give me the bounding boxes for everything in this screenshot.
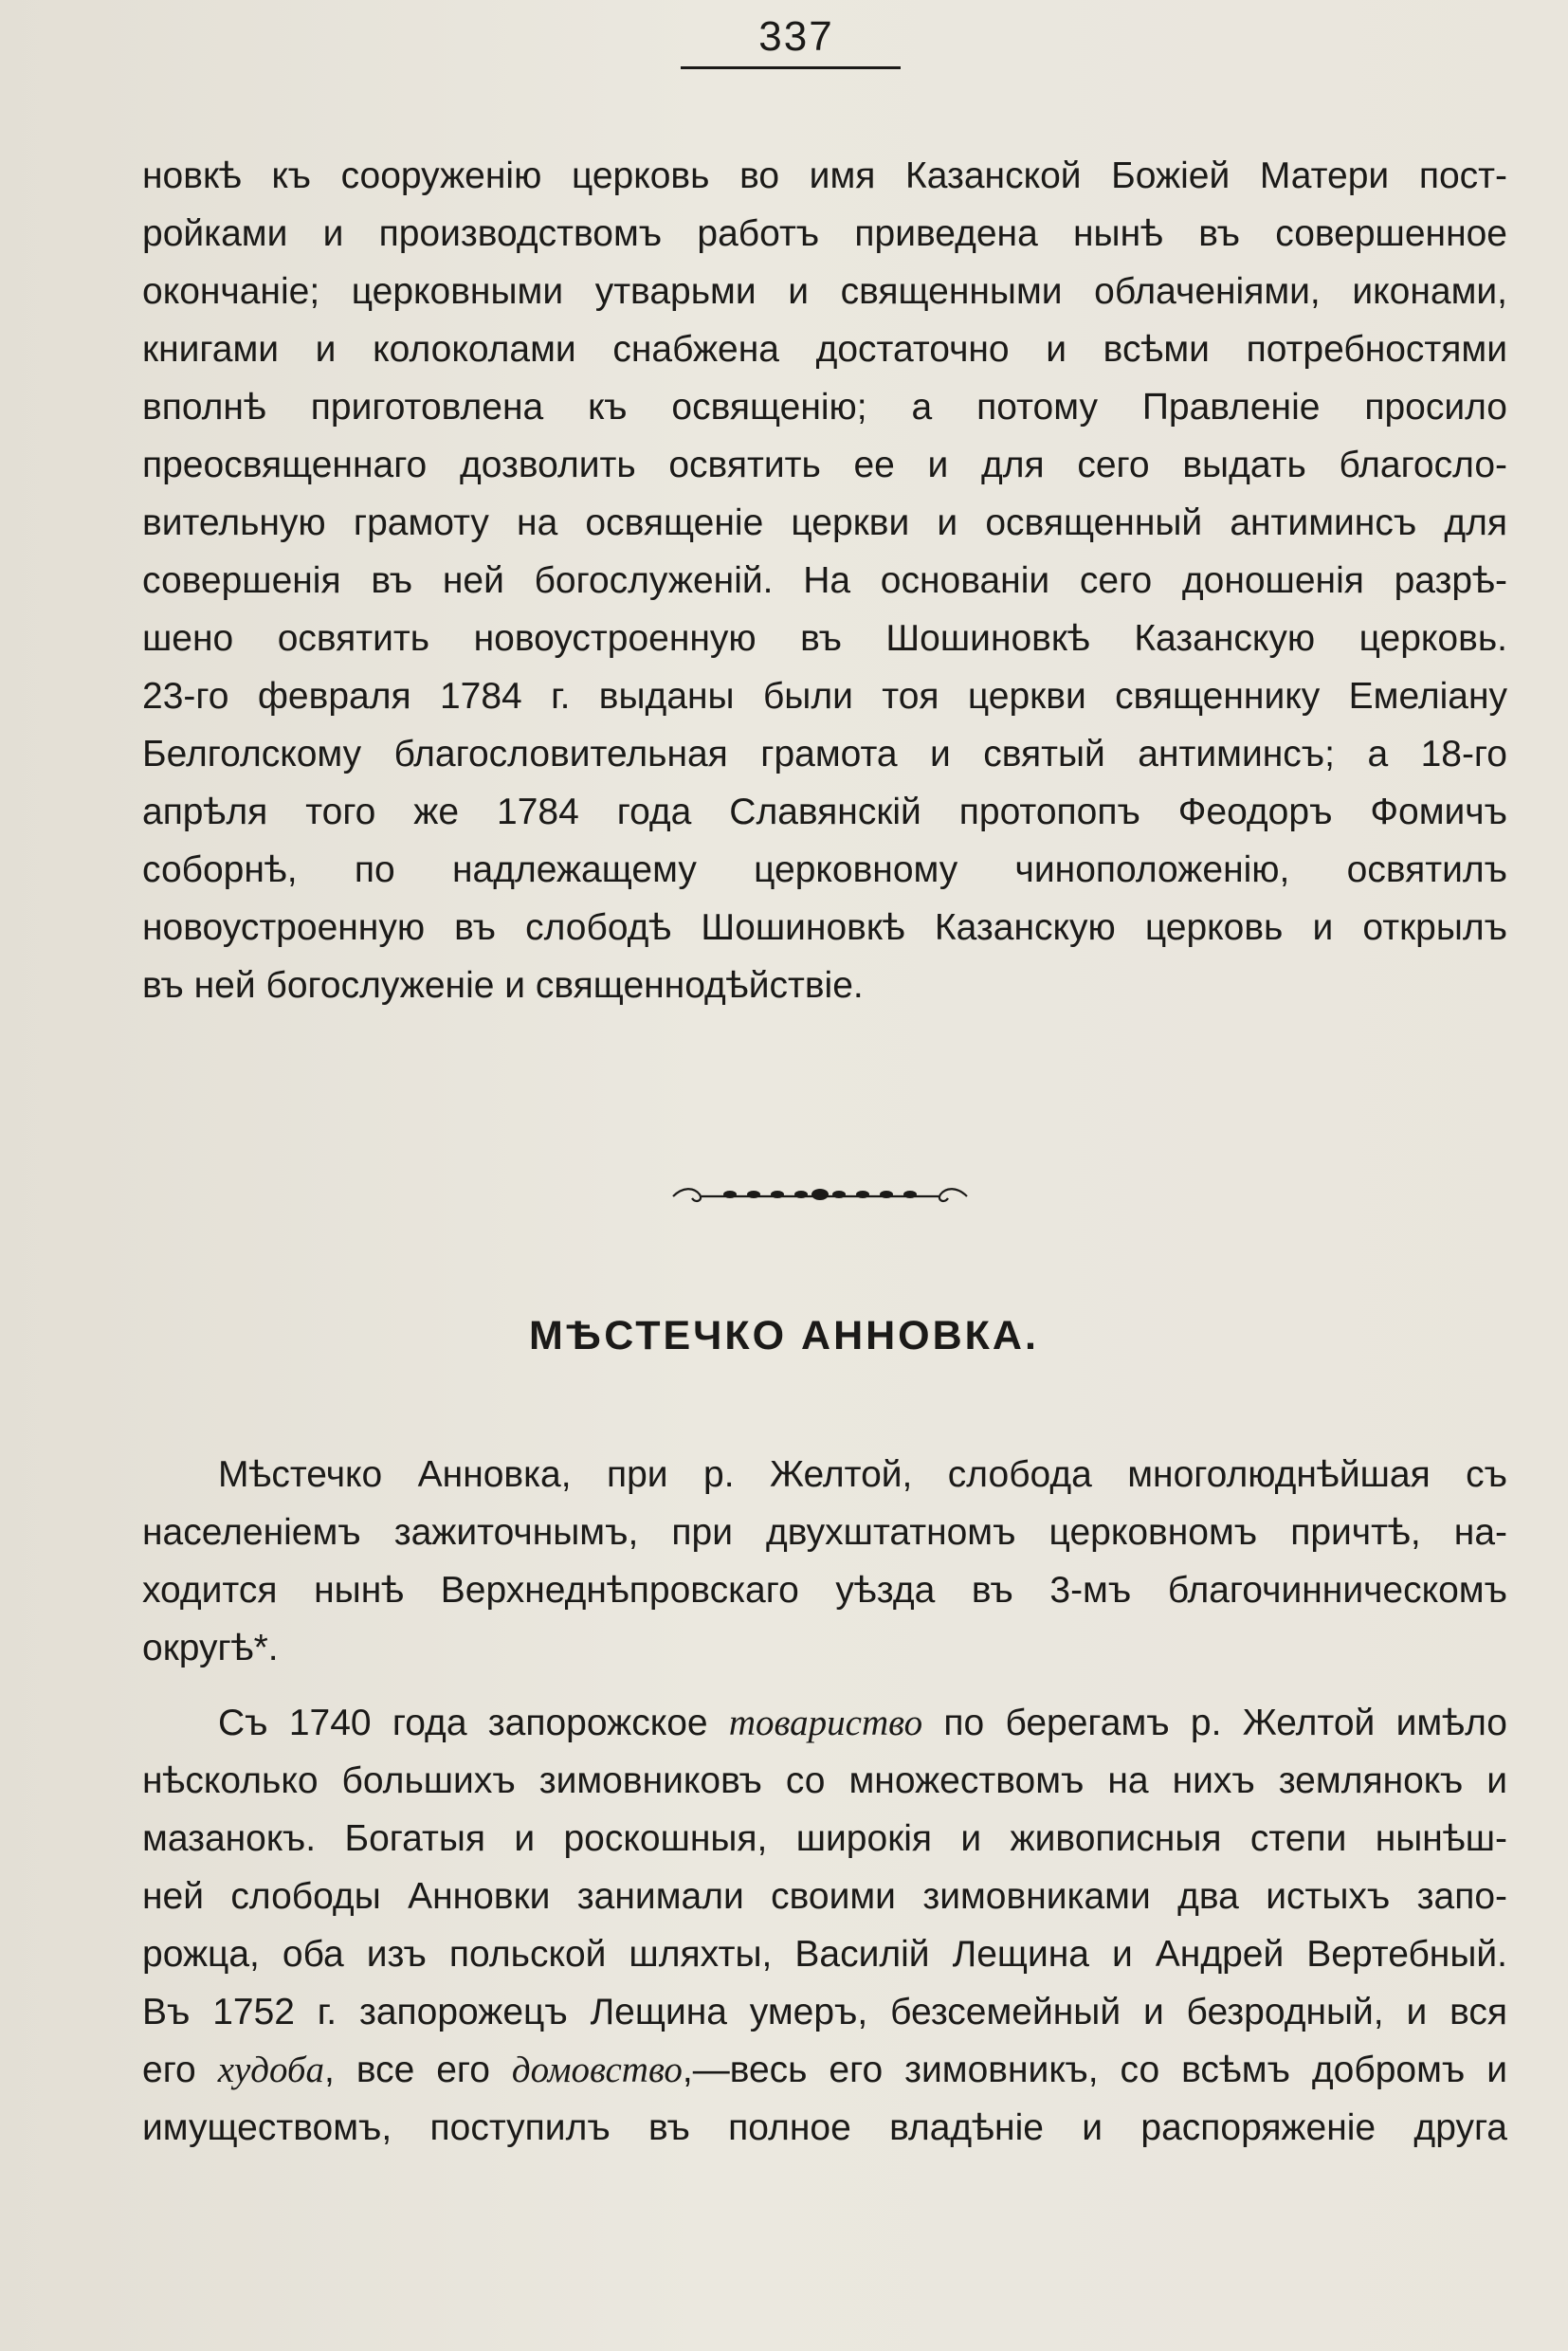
text-section-2 [142,1446,1507,2157]
text-line [142,1694,1507,1752]
text-section-1 [142,147,1507,1014]
italic-term: домовство [511,2050,683,2090]
page-number-rule [681,66,901,69]
page-number: 337 [758,13,834,60]
text-line: совершенія въ ней богослуженій. На основаніи сего доношенія разрѣ- [142,560,1507,601]
text-line: книгами и колоколами снабжена достаточно и всѣми потребностями [142,329,1507,370]
text-line: новкѣ къ сооруженію церковь во имя Казанской Божіей Матери пост- [142,155,1507,196]
text-fragment: ,—весь его зимовникъ, со всѣмъ добромъ и [682,2050,1507,2090]
text-line: нѣсколько большихъ зимовниковъ со множествомъ на нихъ землянокъ и [142,1760,1507,1801]
text-fragment: его [142,2050,218,2090]
text-line: мазанокъ. Богатыя и роскошныя, широкія и живописныя степи нынѣш- [142,1818,1507,1859]
text-line: ройками и производствомъ работъ приведена нынѣ въ совершенное [142,213,1507,254]
text-line: рожца, оба изъ польской шляхты, Василій Лещина и Андрей Вертебный. [142,1934,1507,1975]
section-heading: МѢСТЕЧКО АННОВКА. [529,1313,1039,1358]
text-line: 23-го февраля 1784 г. выданы были тоя церкви священнику Емеліану [142,676,1507,717]
text-line: вполнѣ приготовлена къ освященію; а потому Правленіе просило [142,387,1507,428]
text-fragment: Съ 1740 года запорожское [218,1703,729,1743]
decorative-divider-icon [664,1174,976,1215]
italic-term: товариство [728,1703,923,1743]
text-fragment: , все его [324,2050,512,2090]
text-line: имуществомъ, поступилъ въ полное владѣніе и распоряженіе друга [142,2107,1507,2148]
text-fragment: по берегамъ р. Желтой имѣло [922,1703,1507,1743]
text-line: Въ 1752 г. запорожецъ Лещина умеръ, безсемейный и безродный, и вся [142,1992,1507,2032]
text-line: апрѣля того же 1784 года Славянскій протопопъ Феодоръ Фомичъ [142,792,1507,832]
text-line [142,2041,1507,2099]
text-line: вительную грамоту на освященіе церкви и освященный антиминсъ для [142,502,1507,543]
text-line: окончаніе; церковными утварьми и священными облаченіями, иконами, [142,271,1507,312]
text-line: соборнѣ, по надлежащему церковному чиноположенію, освятилъ [142,849,1507,890]
text-line: округѣ*. [142,1628,279,1668]
text-line: преосвященнаго дозволить освятить ее и для сего выдать благосло- [142,445,1507,485]
paragraph-gap [142,1677,1507,1694]
italic-term: худоба [217,2050,325,2090]
text-line: населеніемъ зажиточнымъ, при двухштатномъ церковномъ причтѣ, на- [142,1512,1507,1553]
text-line: шено освятить новоустроенную въ Шошиновкѣ Казанскую церковь. [142,618,1507,659]
text-line: ходится нынѣ Верхнеднѣпровскаго уѣзда въ 3-мъ благочинническомъ [142,1570,1507,1611]
text-line: въ ней богослуженіе и священнодѣйствіе. [142,965,864,1006]
text-line: Мѣстечко Анновка, при р. Желтой, слобода многолюднѣйшая съ [218,1454,1507,1495]
text-line: ней слободы Анновки занимали своими зимовниками два истыхъ запо- [142,1876,1507,1917]
text-line: Белголскому благословительная грамота и святый антиминсъ; а 18-го [142,734,1507,775]
text-line: новоустроенную въ слободѣ Шошиновкѣ Казанскую церковь и открылъ [142,907,1507,948]
